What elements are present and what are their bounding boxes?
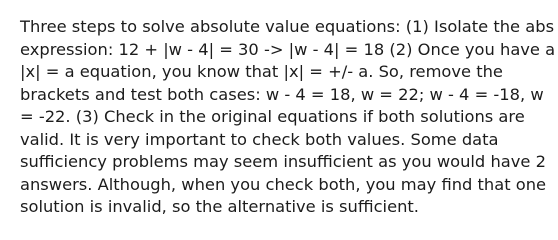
text-line: answers. Although, when you check both, you may find that one (20, 174, 547, 194)
text-line: |x| = a equation, you know that |x| = +/- a. So, remove the (20, 62, 503, 81)
explanation-text (20, 16, 556, 219)
text-line: brackets and test both cases: w - 4 = 18, w = 22; w - 4 = -18, w (20, 84, 544, 104)
text-line: expression: 12 + |w - 4| = 30 -> |w - 4| = 18 (2) Once you have a (20, 39, 556, 59)
text-line: solution is invalid, so the alternative is sufficient. (20, 197, 419, 216)
text-line: Three steps to solve absolute value equations: (1) Isolate the abs (20, 17, 555, 36)
text-line: sufficiency problems may seem insufficient as you would have 2 (20, 152, 546, 171)
text-line: = -22. (3) Check in the original equations if both solutions are (20, 107, 525, 126)
text-line: valid. It is very important to check both values. Some data (20, 129, 499, 149)
